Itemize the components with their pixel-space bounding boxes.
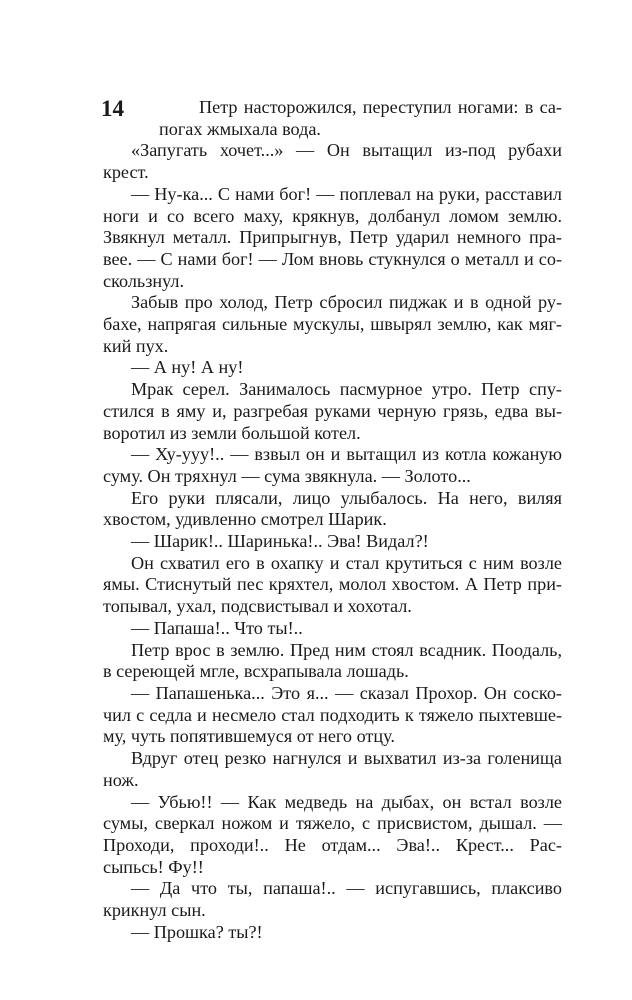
text-line: крест. [103,162,149,183]
text-line: Забыв про холод, Петр сбросил пиджак и в одной ру- [131,292,562,313]
page-number: 14 [101,96,124,121]
paragraph [131,357,562,379]
paragraph [103,140,562,183]
paragraph [103,552,562,618]
text-line: сумы, сверкал ножом и тяжело, с присвистом, дышал. — [103,813,562,834]
text-line: бахе, напрягая сильные мускулы, швырял землю, как мяг- [103,314,562,335]
paragraph [103,791,562,879]
text-line: чил с седла и несмело стал подходить к тяжело пыхтевше- [103,704,562,725]
text-line: суму. Он тряхнул — сума звякнула. — Золото... [103,465,471,486]
text-line: кий пух. [103,335,169,356]
text-line: крикнул сын. [103,900,206,921]
text-line: ямы. Стиснутый пес кряхтел, молол хвостом. А Петр при- [103,574,562,595]
text-line: — Папашенька... Это я... — сказал Прохор. Он соско- [131,682,562,703]
paragraph [103,444,562,487]
text-line: — Ну-ка... С нами бог! — поплевал на руки, расставил [131,183,562,204]
text-line: ноги и со всего маху, крякнув, долбанул ломом землю. [103,205,562,226]
text-line: нож. [103,769,139,790]
text-line: топывал, ухал, подсвистывал и хохотал. [103,596,412,617]
text-line: — Да что ты, папаша!.. — испугавшись, плаксиво [131,878,562,899]
text-line: погах жмыхала вода. [159,118,321,139]
paragraph [103,379,562,444]
paragraph [103,682,562,748]
paragraph [103,487,562,531]
paragraph [103,639,562,683]
text-line: — Шарик!.. Шаринька!.. Эва! Видал?! [131,531,429,552]
text-line: — Убью!! — Как медведь на дыбах, он встал возле [131,791,562,812]
paragraph [131,97,562,140]
paragraph [103,748,562,791]
text-line: сыпьсь! Фу!! [103,856,204,877]
text-line: Вдруг отец резко нагнулся и выхватил из-за голенища [131,748,562,769]
text-line: Проходи, проходи!.. Не отдам... Эва!.. Крест... Рас- [103,834,562,855]
text-line: Петр насторожился, переступил ногами: в са- [199,97,562,117]
text-line: — Ху-ууу!.. — взвыл он и вытащил из котла кожаную [131,444,562,465]
paragraph [131,922,562,944]
text-line: Его руки плясали, лицо улыбалось. На него, виляя [131,487,562,508]
paragraph [103,292,562,357]
paragraph [131,531,562,553]
text-line: — Прошка? ты?! [131,921,263,942]
text-line: Звякнул металл. Припрыгнув, Петр ударил немного пра- [103,227,562,248]
text-line: воротил из земли большой котел. [103,422,361,443]
paragraph [103,878,562,921]
text-line: — Папаша!.. Что ты!.. [131,617,303,638]
paragraph [103,183,562,293]
text-line: «Запугать хочет...» — Он вытащил из-под рубахи [131,140,562,161]
text-line: — А ну! А ну! [131,357,244,378]
text-line: Петр врос в землю. Пред ним стоял всадник. Поодаль, [131,639,562,660]
text-line: стился в яму и, разгребая руками черную грязь, едва вы- [103,400,562,421]
paragraph [131,618,562,640]
text-line: му, чуть попятившемуся от него отцу. [103,726,395,747]
text-line: хвостом, удивленно смотрел Шарик. [103,509,387,530]
text-line: Мрак серел. Занималось пасмурное утро. Петр спу- [131,379,562,400]
text-line: вее. — С нами бог! — Лом вновь стукнулся о металл и со- [103,248,562,269]
text-line: Он схватил его в охапку и стал крутиться с ним возле [131,552,562,573]
text-line: в сереющей мгле, всхрапывала лошадь. [103,661,409,682]
text-line: скользнул. [103,270,185,291]
